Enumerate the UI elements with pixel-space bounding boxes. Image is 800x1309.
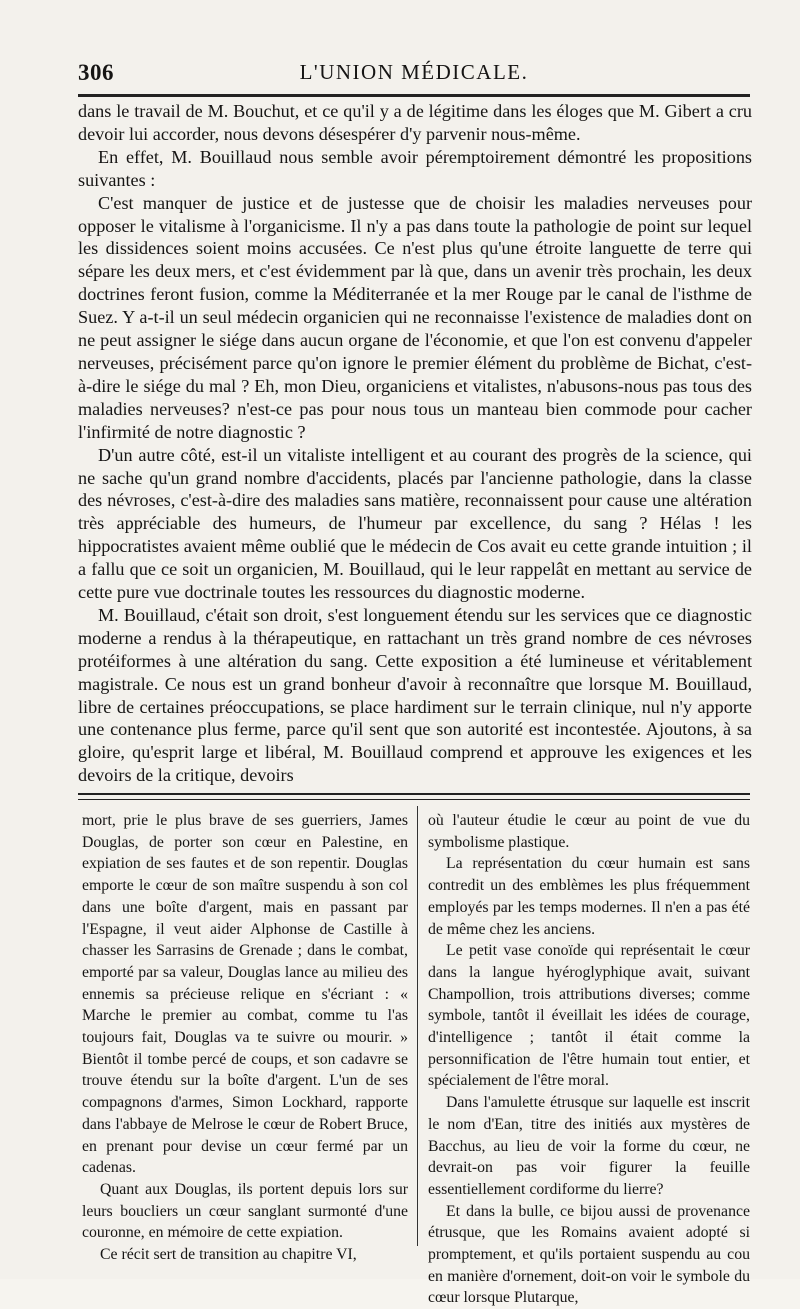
feuilleton-paragraph: Ce récit sert de transition au chapitre VI, xyxy=(100,1246,357,1264)
article-paragraph: En effet, M. Bouillaud nous semble avoir péremptoirement démontré les propositions suivantes : xyxy=(78,146,752,190)
page-number: 306 xyxy=(78,60,114,85)
feuilleton-paragraph: mort, prie le plus brave de ses guerriers, James Douglas, de porter son cœur en Palestine, en expiation de ses fautes et de son repentir. Douglas emporte le cœur de son maître suspendu à son col dans une boîte d'argent, mais en passant par l'Espagne, il veut aider Alphonse de Castille à chasser les Sarrasins de Grenade ; dans le combat, emporté par sa valeur, Douglas lance au milieu des ennemis sa précieuse relique en s'écriant : « Marche le premier au combat, comme tu l'as toujours fait, Douglas va te suivre ou mourir. » Bientôt il tombe percé de coups, et son cadavre se trouve étendu sur la boîte d'argent. L'un de ses compagnons d'armes, Simon Lockhard, rapporte dans l'abbaye de Melrose le cœur de Robert Bruce, en prenant pour devise un cœur fermé par un cadenas. xyxy=(82,812,408,1177)
article-paragraph: M. Bouillaud, c'était son droit, s'est longuement étendu sur les services que ce diagnostic moderne a rendus à la thérapeutique, en rattachant un très grand nombre de ces névroses protéiformes à une altération du sang. Cette exposition a été lumineuse et véritablement magistrale. Ce nous est un grand bonheur d'avoir à reconnaître que lorsque M. Bouillaud, libre de certaines préoccupations, se place hardiment sur le terrain clinique, nul n'y apporte une contenance plus ferme, parce qu'il sent que son autorité est incontestée. Ajoutons, à sa gloire, qu'esprit large et libéral, M. Bouillaud comprend et approuve les exigences et les devoirs de la critique, devoirs xyxy=(78,604,752,786)
header-rule xyxy=(78,94,750,97)
feuilleton-paragraph: Et dans la bulle, ce bijou aussi de provenance étrusque, que les Romains avaient adopté si promptement, et qu'ils portaient suspendu au cou en manière d'ornement, doit-on voir le symbole du cœur lorsque Plutarque, xyxy=(428,1202,750,1307)
feuilleton-paragraph: où l'auteur étudie le cœur au point de vue du symbolisme plastique. xyxy=(428,812,750,851)
feuilleton-paragraph: La représentation du cœur humain est sans contredit un des emblèmes les plus fréquemment employés par les temps modernes. Il n'en a pas été de même chez les anciens. xyxy=(428,855,750,938)
feuilleton-paragraph: Le petit vase conoïde qui représentait le cœur dans la langue hyéroglyphique avait, suivant Champollion, trois attributions diverses; comme symbole, tantôt il éveillait les idées de courage, d'intelligence ; tantôt il était comme la personnification de l'être humain tout entier, et spécialement de l'être moral. xyxy=(428,942,750,1090)
main-article xyxy=(78,100,752,787)
feuilleton-left-column xyxy=(82,810,408,1266)
feuilleton-paragraph: Quant aux Douglas, ils portent depuis lors sur leurs boucliers un cœur sanglant surmonté d'une couronne, en mémoire de cette expiation. xyxy=(82,1180,408,1242)
feuilleton-rule xyxy=(78,793,750,800)
feuilleton-right-column xyxy=(428,810,750,1309)
article-paragraph: dans le travail de M. Bouchut, et ce qu'il y a de légitime dans les éloges que M. Gibert a cru devoir lui accorder, nous devons désespérer d'y parvenir nous-même. xyxy=(78,101,752,144)
journal-title: L'UNION MÉDICALE. xyxy=(299,60,529,84)
article-paragraph: D'un autre côté, est-il un vitaliste intelligent et au courant des progrès de la science, qui ne sache qu'un grand nombre d'accidents, placés par l'ancienne pathologie, dans la classe des névroses, c'est-à-dire des maladies sans matière, reconnaissent pour cause une altération très appréciable des humeurs, de l'humeur par excellence, du sang ? Hélas ! les hippocratistes avaient même oublié que le médecin de Cos avait eu cette grande intuition ; il a fallu que ce soit un organicien, M. Bouillaud, qui le leur rappelât en mettant au service de cette pure vue doctrinale toutes les ressources du diagnostic moderne. xyxy=(78,444,752,603)
article-paragraph: C'est manquer de justice et de justesse que de choisir les maladies nerveuses pour opposer le vitalisme à l'organicisme. Il n'y a pas dans toute la pathologie de point sur lequel les dissidences soient moins accusées. Ce n'est plus qu'une étroite languette de terre qui sépare les deux mers, et c'est évidemment par là que, dans un avenir très prochain, les deux doctrines feront fusion, comme la Méditerranée et la mer Rouge par le canal de l'isthme de Suez. Y a-t-il un seul médecin organicien qui ne reconnaisse l'existence de maladies dont on ne peut assigner le siége dans aucun organe de l'économie, et que l'on est convenu d'appeler nerveuses, précisément parce qu'on ignore le premier élément du problème de Bichat, c'est-à-dire le siége du mal ? Eh, mon Dieu, organiciens et vitalistes, n'abusons-nous pas tous des maladies nerveuses? n'est-ce pas pour nous tous un manteau bien commode pour cacher l'infirmité de notre diagnostic ? xyxy=(78,192,752,442)
page-header xyxy=(78,58,750,92)
feuilleton-paragraph: Dans l'amulette étrusque sur laquelle est inscrit le nom d'Ean, titre des initiés aux mystères de Bacchus, au lieu de voir la forme du cœur, ne devrait-on pas voir figurer la feuille essentiellement cordiforme du lierre? xyxy=(428,1094,750,1198)
column-divider xyxy=(417,806,418,1246)
